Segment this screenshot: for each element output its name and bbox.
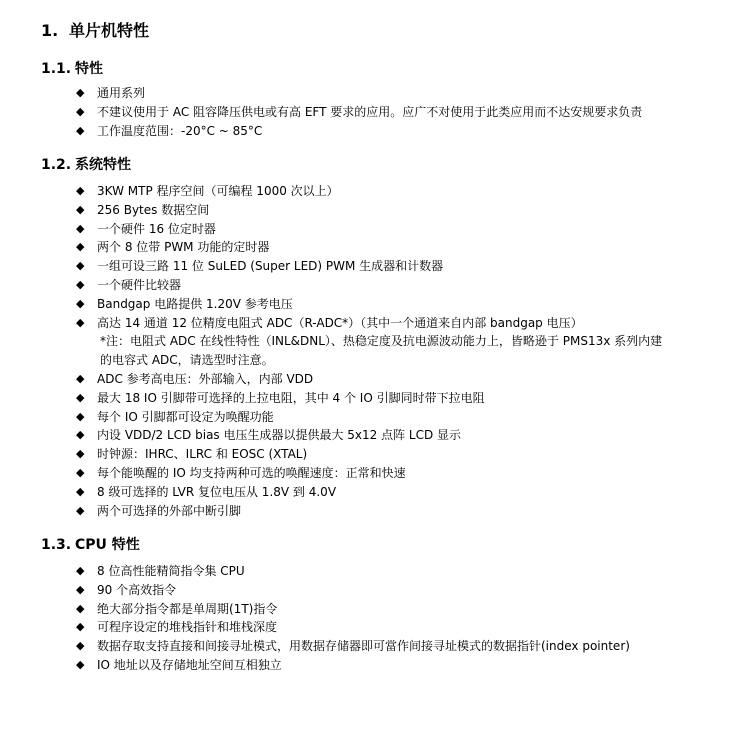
diamond-bullet-icon: ◆ xyxy=(76,447,85,461)
list-item xyxy=(76,600,726,619)
list-item xyxy=(76,464,726,483)
section-1-1-title: 特性 xyxy=(75,61,103,77)
list-item-text: 数据存取支持直接和间接寻址模式，用数据存储器即可當作间接寻址模式的数据指针(index pointer) xyxy=(97,639,630,654)
diamond-bullet-icon: ◆ xyxy=(76,240,85,254)
list-item xyxy=(76,637,726,656)
section-1-number: 1. xyxy=(41,21,59,40)
diamond-bullet-icon: ◆ xyxy=(76,428,85,442)
list-item xyxy=(76,581,726,600)
diamond-bullet-icon: ◆ xyxy=(76,601,85,615)
diamond-bullet-icon: ◆ xyxy=(76,259,85,273)
list-item xyxy=(76,295,726,314)
list-item xyxy=(76,257,726,276)
list-item-text: 工作温度范围：-20°C ~ 85°C xyxy=(97,123,263,138)
list-item xyxy=(76,220,726,239)
section-1-2-heading xyxy=(41,155,131,175)
diamond-bullet-icon: ◆ xyxy=(76,390,85,404)
section-1-2-title: 系统特性 xyxy=(75,157,131,173)
list-item-text: 可程序设定的堆栈指针和堆栈深度 xyxy=(97,620,278,635)
list-item xyxy=(76,618,726,637)
list-item-text: IO 地址以及存储地址空间互相独立 xyxy=(97,657,282,672)
list-item xyxy=(76,445,726,464)
diamond-bullet-icon: ◆ xyxy=(76,465,85,479)
diamond-bullet-icon: ◆ xyxy=(76,582,85,596)
list-item xyxy=(76,426,726,445)
section-1-heading xyxy=(41,20,149,42)
diamond-bullet-icon: ◆ xyxy=(76,503,85,517)
list-item-text: 绝大部分指令都是单周期(1T)指令 xyxy=(97,601,278,616)
list-item-text: 不建议使用于 AC 阻容降压供电或有高 EFT 要求的应用。应广不对使用于此类应用而不达安规要求负责 xyxy=(97,104,643,119)
list-item-text: 一个硬件比较器 xyxy=(97,277,182,292)
section-1-3-list xyxy=(76,562,726,675)
diamond-bullet-icon: ◆ xyxy=(76,639,85,653)
diamond-bullet-icon: ◆ xyxy=(76,372,85,385)
list-item xyxy=(76,562,726,581)
list-item xyxy=(76,502,726,521)
list-item-text: 内设 VDD/2 LCD bias 电压生成器以提供最大 5x12 点阵 LCD 显示 xyxy=(97,428,462,443)
list-item-text: 两个可选择的外部中断引脚 xyxy=(97,503,242,518)
diamond-bullet-icon: ◆ xyxy=(76,184,85,197)
list-item-text: 高达 14 通道 12 位精度电阻式 ADC（R-ADC*）（其中一个通道来自内部 bandgap 电压） xyxy=(97,315,583,330)
diamond-bullet-icon: ◆ xyxy=(76,564,85,577)
diamond-bullet-icon: ◆ xyxy=(76,277,85,291)
diamond-bullet-icon: ◆ xyxy=(76,484,85,498)
list-item-text: Bandgap 电路提供 1.20V 参考电压 xyxy=(97,296,293,311)
list-item xyxy=(76,408,726,427)
list-item-text: 256 Bytes 数据空间 xyxy=(97,202,210,217)
list-item-text: ADC 参考高电压：外部输入，内部 VDD xyxy=(97,372,314,386)
section-1-2-list-a xyxy=(76,182,726,332)
list-item-text: 每个能唤醒的 IO 均支持两种可选的唤醒速度：正常和快速 xyxy=(97,465,406,480)
diamond-bullet-icon: ◆ xyxy=(76,296,85,310)
diamond-bullet-icon: ◆ xyxy=(76,620,85,634)
diamond-bullet-icon: ◆ xyxy=(76,202,85,216)
list-item xyxy=(76,84,726,103)
section-1-1-list xyxy=(76,84,726,140)
list-item xyxy=(76,370,726,389)
diamond-bullet-icon: ◆ xyxy=(76,123,85,137)
list-item xyxy=(76,276,726,295)
list-item-text: 8 位高性能精简指令集 CPU xyxy=(97,564,245,578)
section-1-3-heading xyxy=(41,535,140,555)
section-1-3-number: 1.3. xyxy=(41,537,72,553)
adc-note-line-1: *注：电阻式 ADC 在线性特性（INL&DNL）、热稳定度及抗电源波动能力上，皆略逊于 PMS13x 系列内建 xyxy=(100,334,663,348)
list-item xyxy=(76,314,726,333)
section-1-1-number: 1.1. xyxy=(41,61,72,77)
list-item-text: 一组可设三路 11 位 SuLED (Super LED) PWM 生成器和计数器 xyxy=(97,259,444,274)
list-item xyxy=(76,103,726,122)
list-item xyxy=(76,201,726,220)
list-item-text: 8 级可选择的 LVR 复位电压从 1.8V 到 4.0V xyxy=(97,484,337,499)
list-item xyxy=(76,238,726,257)
diamond-bullet-icon: ◆ xyxy=(76,409,85,423)
section-1-3-title: CPU 特性 xyxy=(75,537,140,553)
diamond-bullet-icon: ◆ xyxy=(76,104,85,118)
list-item-text: 通用系列 xyxy=(97,86,146,100)
list-item xyxy=(76,656,726,675)
list-item-text: 每个 IO 引脚都可设定为唤醒功能 xyxy=(97,409,274,424)
list-item xyxy=(76,389,726,408)
list-item xyxy=(76,182,726,201)
list-item xyxy=(76,483,726,502)
diamond-bullet-icon: ◆ xyxy=(76,221,85,235)
diamond-bullet-icon: ◆ xyxy=(76,86,85,99)
list-item-text: 时钟源：IHRC、ILRC 和 EOSC (XTAL) xyxy=(97,447,308,462)
section-1-title: 单片机特性 xyxy=(69,21,150,40)
list-item-text: 两个 8 位带 PWM 功能的定时器 xyxy=(97,240,270,255)
list-item-text: 最大 18 IO 引脚带可选择的上拉电阻，其中 4 个 IO 引脚同时带下拉电阻 xyxy=(97,390,485,405)
list-item-text: 90 个高效指令 xyxy=(97,582,177,597)
list-item xyxy=(76,122,726,141)
diamond-bullet-icon: ◆ xyxy=(76,657,85,671)
diamond-bullet-icon: ◆ xyxy=(76,315,85,329)
list-item-text: 3KW MTP 程序空间（可编程 1000 次以上） xyxy=(97,184,339,198)
section-1-1-heading xyxy=(41,59,103,79)
adc-note-line-2: 的电容式 ADC，请选型时注意。 xyxy=(100,353,274,367)
section-1-2-number: 1.2. xyxy=(41,157,72,173)
section-1-2-list-b xyxy=(76,370,726,520)
list-item-text: 一个硬件 16 位定时器 xyxy=(97,221,216,236)
